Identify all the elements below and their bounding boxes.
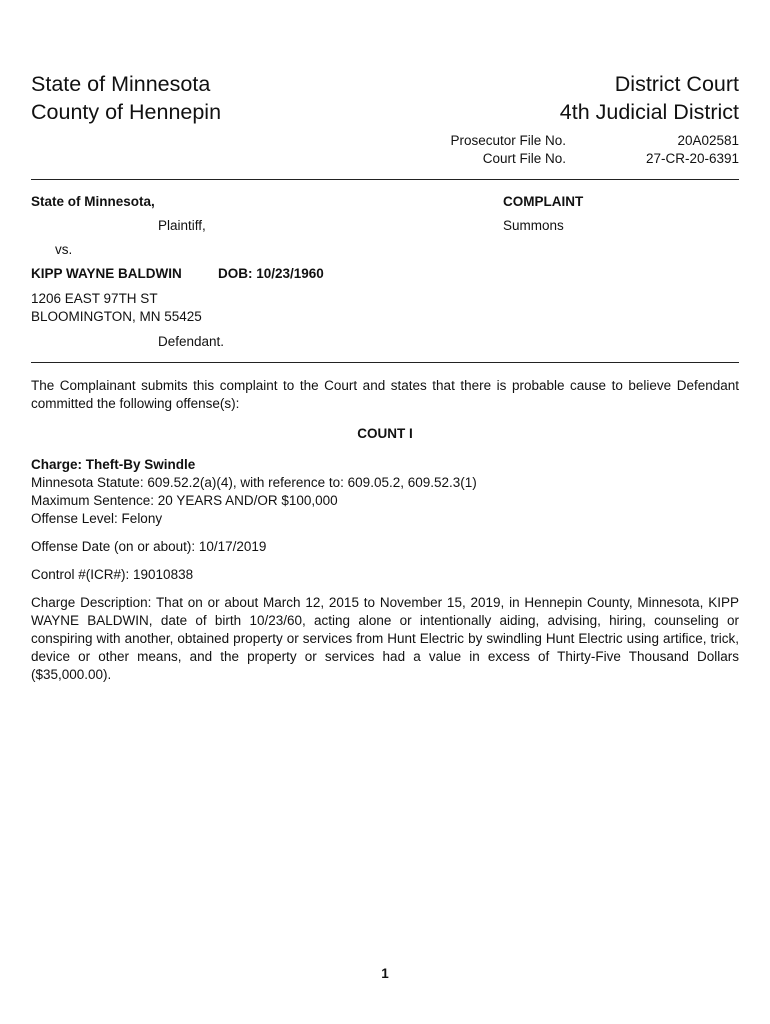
intro-paragraph: The Complainant submits this complaint to the Court and states that there is probable cause to believe Defendant committed the following offense(s): xyxy=(31,378,739,411)
offense-date: Offense Date (on or about): 10/17/2019 xyxy=(31,539,267,554)
file-number-values xyxy=(646,132,739,168)
process-type: Summons xyxy=(503,218,564,233)
versus: vs. xyxy=(55,242,73,257)
court-file-label: Court File No. xyxy=(482,151,566,166)
plaintiff-role: Plaintiff, xyxy=(158,218,206,233)
count-title: COUNT I xyxy=(357,426,413,441)
charge-name: Charge: Theft-By Swindle xyxy=(31,457,196,472)
statute: Minnesota Statute: 609.52.2(a)(4), with reference to: 609.05.2, 609.52.3(1) xyxy=(31,475,477,490)
state-name: State of Minnesota xyxy=(31,72,211,96)
county-name: County of Hennepin xyxy=(31,100,222,124)
prosecutor-file-label: Prosecutor File No. xyxy=(450,133,566,148)
caption-divider xyxy=(31,362,739,363)
defendant-address-line2: BLOOMINGTON, MN 55425 xyxy=(31,309,202,324)
court-name: District Court xyxy=(614,72,739,96)
control-number: Control #(ICR#): 19010838 xyxy=(31,567,194,582)
top-divider xyxy=(31,179,739,180)
offense-level: Offense Level: Felony xyxy=(31,511,163,526)
file-number-labels xyxy=(450,132,566,168)
document-type: COMPLAINT xyxy=(503,194,584,209)
court-block xyxy=(560,70,739,126)
court-file-value: 27-CR-20-6391 xyxy=(645,151,739,166)
district-name: 4th Judicial District xyxy=(559,100,739,124)
defendant-role: Defendant. xyxy=(158,334,225,349)
defendant-dob: DOB: 10/23/1960 xyxy=(218,266,324,281)
jurisdiction-block xyxy=(31,70,221,126)
count-details xyxy=(31,456,739,528)
defendant-address-line1: 1206 EAST 97TH ST xyxy=(31,291,158,306)
charge-description: Charge Description: That on or about March 12, 2015 to November 15, 2019, in Hennepin County, Minnesota, KIPP WAYNE BALDWIN, date of birth 10/23/60, acting alone or intentionally aiding, advising, hiring, counseling or conspiring with another, obtained property or services from Hunt Electric by swindling Hunt Electric using artifice, trick, device or other means, and the property or services had a value in excess of Thirty-Five Thousand Dollars ($35,000.00). xyxy=(31,595,739,682)
page-number: 1 xyxy=(381,966,389,981)
plaintiff-name: State of Minnesota, xyxy=(31,194,155,209)
maximum-sentence: Maximum Sentence: 20 YEARS AND/OR $100,000 xyxy=(31,493,338,508)
defendant-name: KIPP WAYNE BALDWIN xyxy=(31,266,182,281)
prosecutor-file-value: 20A02581 xyxy=(677,133,739,148)
